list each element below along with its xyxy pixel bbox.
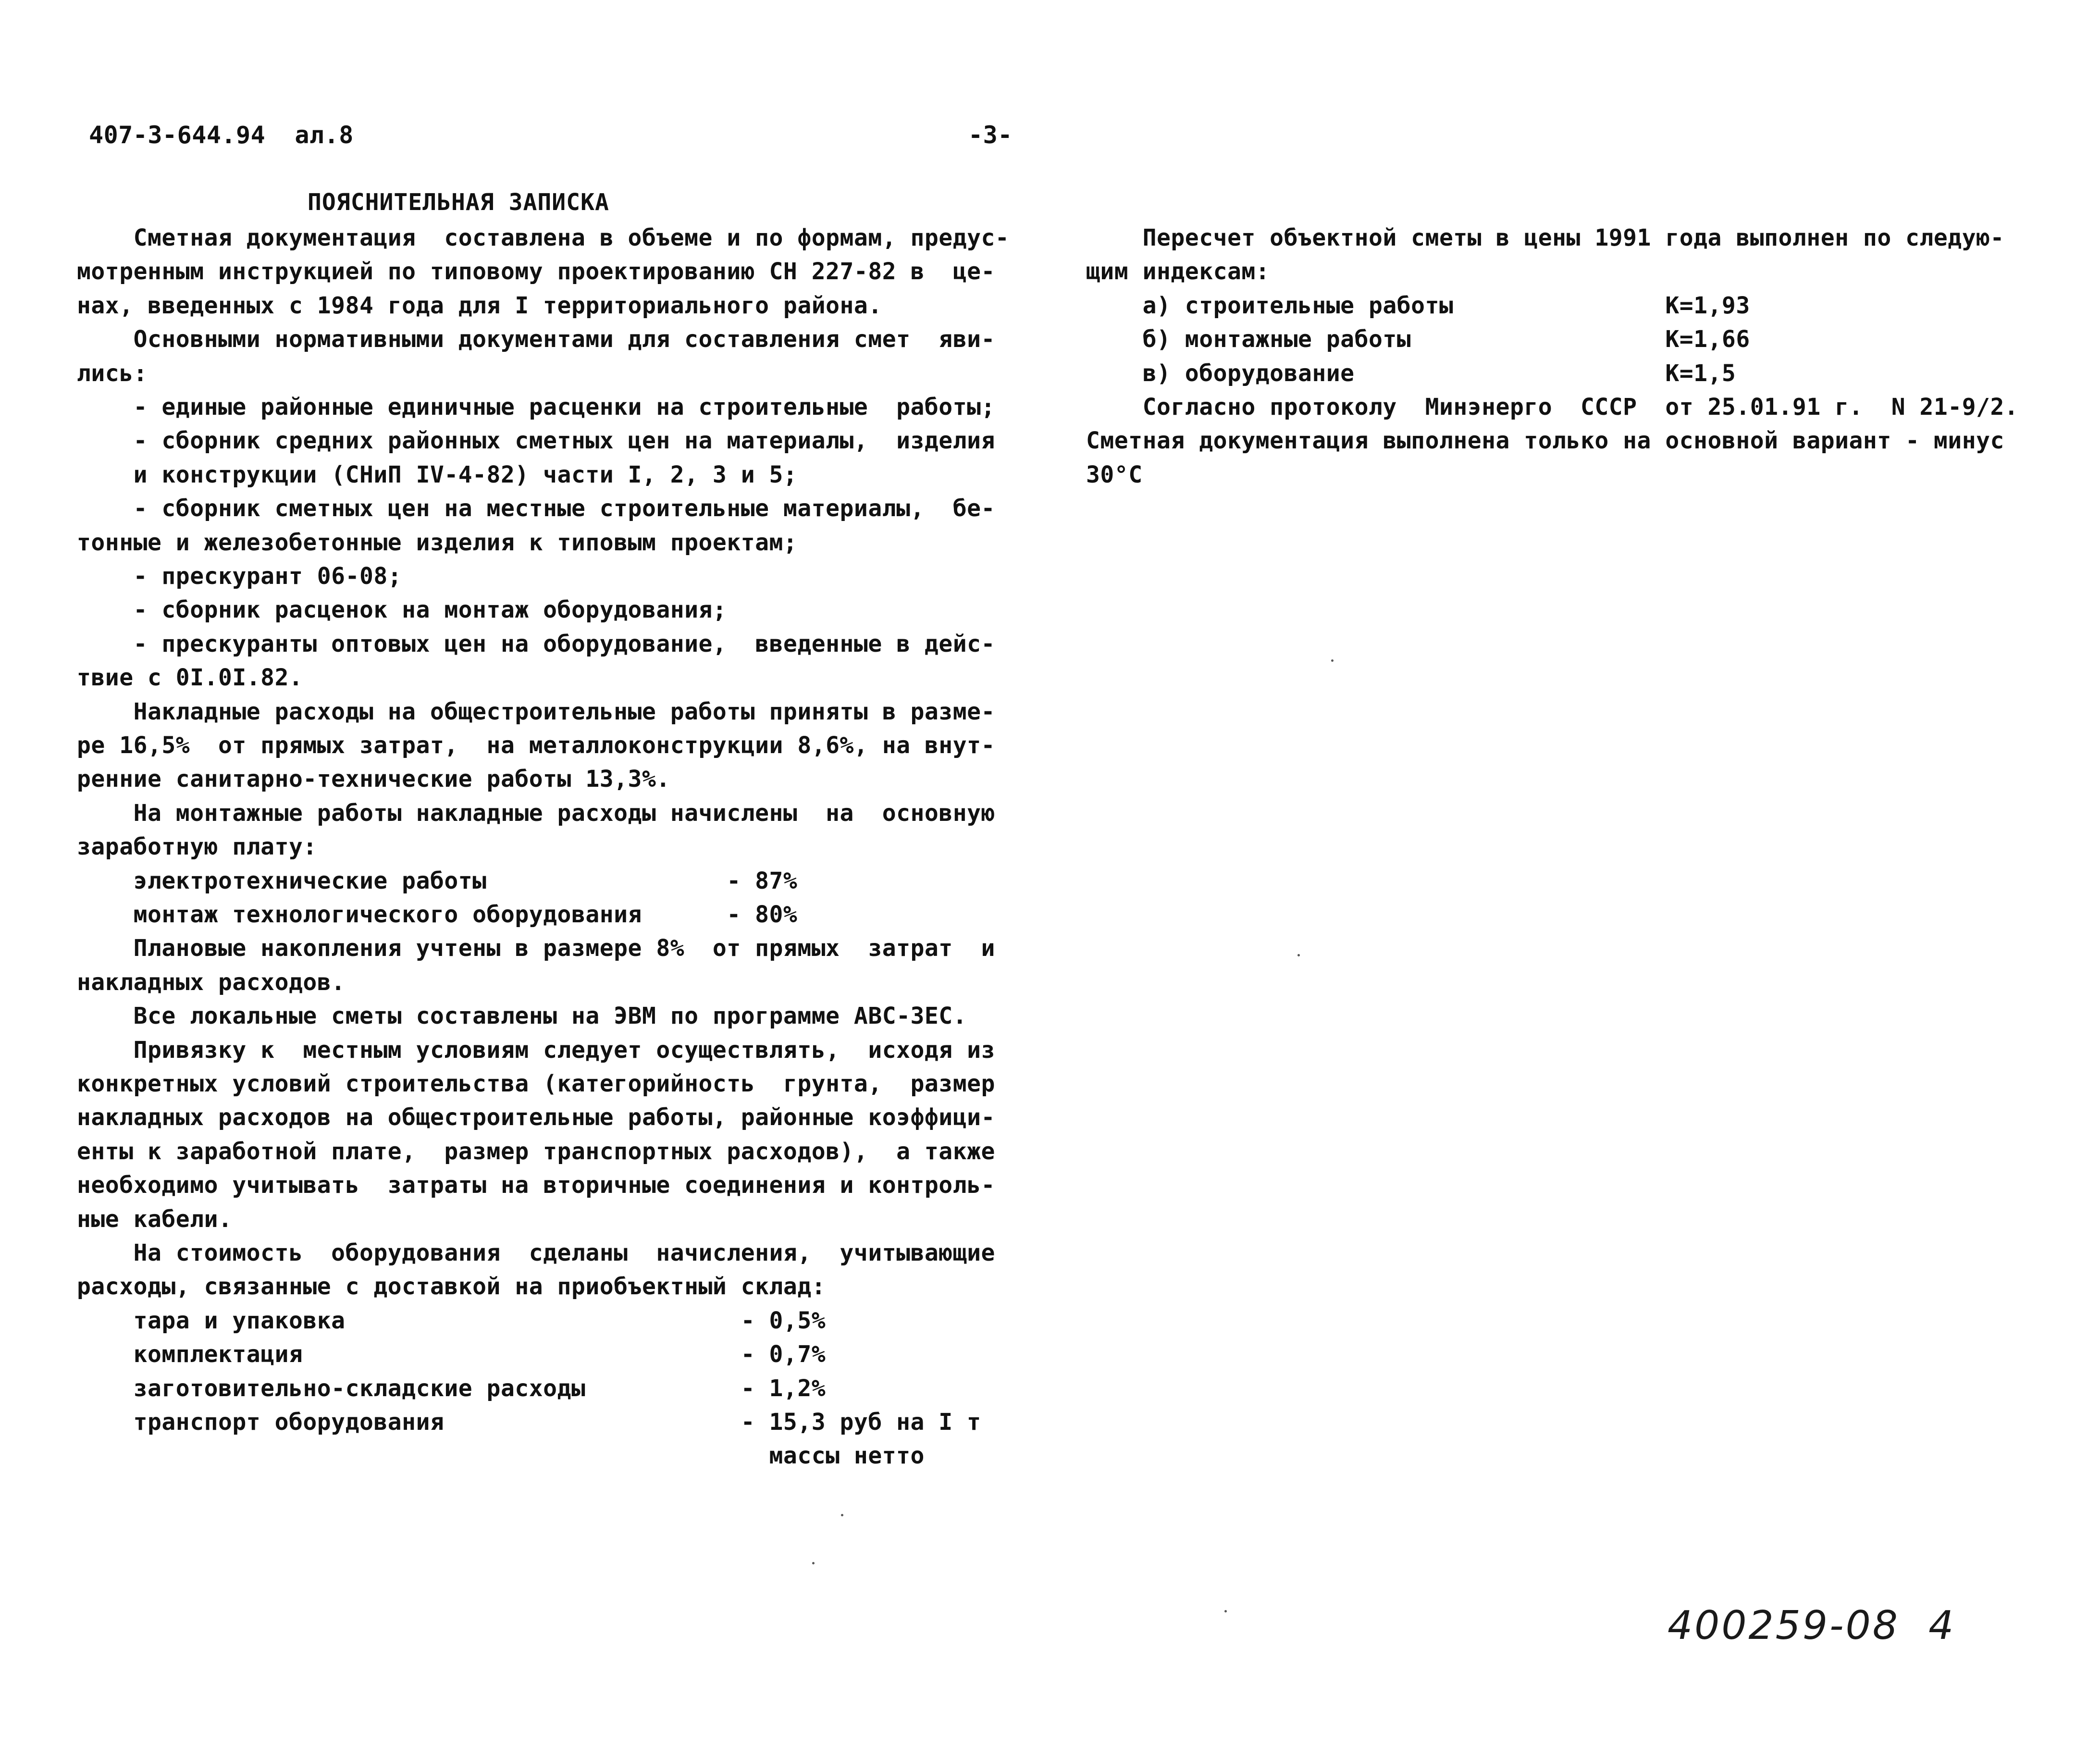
left-column-line: На стоимость оборудования сделаны начисления, учитывающие — [77, 1239, 995, 1266]
left-column-line: ре 16,5% от прямых затрат, на металлоконструкции 8,6%, на внут- — [77, 732, 995, 759]
left-column-line: Основными нормативными документами для составления смет яви- — [77, 326, 995, 353]
left-column-line: ные кабели. — [77, 1205, 233, 1233]
left-column-line: тара и упаковка - 0,5% — [77, 1307, 826, 1334]
right-column-line: Сметная документация выполнена только на основной вариант - минус — [1086, 427, 2004, 455]
left-column-line: мотренным инструкцией по типовому проектированию СН 227-82 в це- — [77, 258, 995, 285]
left-column-line: твие с 0I.0I.82. — [77, 664, 303, 692]
left-column-line: - прескуранты оптовых цен на оборудование, введенные в дейс- — [77, 630, 995, 657]
left-column-line: комплектация - 0,7% — [77, 1341, 826, 1368]
left-column-line: расходы, связанные с доставкой на приобъектный склад: — [77, 1273, 826, 1301]
left-column-line: Плановые накопления учтены в размере 8% от прямых затрат и — [77, 935, 995, 962]
left-column-line: заработную плату: — [77, 833, 317, 861]
speck — [841, 1514, 843, 1516]
page-title: ПОЯСНИТЕЛЬНАЯ ЗАПИСКА — [308, 189, 609, 216]
left-column-line: Все локальные сметы составлены на ЭВМ по программе АВС-3ЕС. — [77, 1003, 967, 1030]
left-column-line: и конструкции (СНиП IV-4-82) части I, 2, 3 и 5; — [77, 461, 798, 488]
left-column-line: - единые районные единичные расценки на строительные работы; — [77, 394, 995, 421]
left-column-line: Накладные расходы на общестроительные работы приняты в разме- — [77, 698, 995, 725]
left-column-line: массы нетто — [77, 1442, 925, 1470]
left-column-line: накладных расходов на общестроительные работы, районные коэффици- — [77, 1104, 995, 1131]
right-column-line: б) монтажные работы К=1,66 — [1086, 326, 1750, 353]
right-column-line: а) строительные работы К=1,93 — [1086, 292, 1750, 319]
left-column-line: На монтажные работы накладные расходы начислены на основную — [77, 799, 995, 827]
speck — [1297, 954, 1300, 956]
left-column-line: Сметная документация составлена в объеме и по формам, предус- — [77, 224, 1010, 251]
doc-code: 407-3-644.94 ал.8 — [89, 121, 354, 149]
left-column-line: Привязку к местным условиям следует осуществлять, исходя из — [77, 1036, 995, 1064]
speck — [1224, 1610, 1227, 1612]
right-column-line: 30°С — [1086, 461, 1143, 488]
left-column-line: - прескурант 06-08; — [77, 563, 402, 590]
speck — [1331, 659, 1334, 662]
right-column-line: щим индексам: — [1086, 258, 1270, 285]
right-column-line: в) оборудование К=1,5 — [1086, 359, 1736, 387]
left-column-line: ренние санитарно-технические работы 13,3%. — [77, 766, 670, 793]
right-column-line: Согласно протоколу Минэнерго СССР от 25.01.91 г. N 21-9/2. — [1086, 394, 2019, 421]
left-column-line: заготовительно-складские расходы - 1,2% — [77, 1375, 826, 1402]
left-column-line: необходимо учитывать затраты на вторичные соединения и контроль- — [77, 1172, 995, 1199]
left-column-line: енты к заработной плате, размер транспортных расходов), а также — [77, 1138, 995, 1165]
left-column-line: - сборник средних районных сметных цен на материалы, изделия — [77, 427, 995, 455]
left-column-line: конкретных условий строительства (категорийность грунта, размер — [77, 1070, 995, 1097]
speck — [812, 1562, 815, 1564]
left-column-line: транспорт оборудования - 15,3 руб на I т — [77, 1409, 981, 1436]
left-column-line: тонные и железобетонные изделия к типовым проектам; — [77, 529, 798, 556]
handwritten-stamp: 400259-08 4 — [1668, 1603, 1956, 1648]
left-column-line: монтаж технологического оборудования - 80% — [77, 901, 798, 928]
left-column-line: лись: — [77, 359, 148, 387]
left-column-line: накладных расходов. — [77, 968, 346, 996]
left-column-line: - сборник сметных цен на местные строительные материалы, бе- — [77, 495, 995, 522]
left-column-line: - сборник расценок на монтаж оборудования; — [77, 596, 727, 624]
page-number: -3- — [968, 121, 1013, 149]
right-column-line: Пересчет объектной сметы в цены 1991 года выполнен по следую- — [1086, 224, 2004, 251]
left-column-line: нах, введенных с 1984 года для I территориального района. — [77, 292, 882, 319]
left-column-line: электротехнические работы - 87% — [77, 867, 798, 894]
